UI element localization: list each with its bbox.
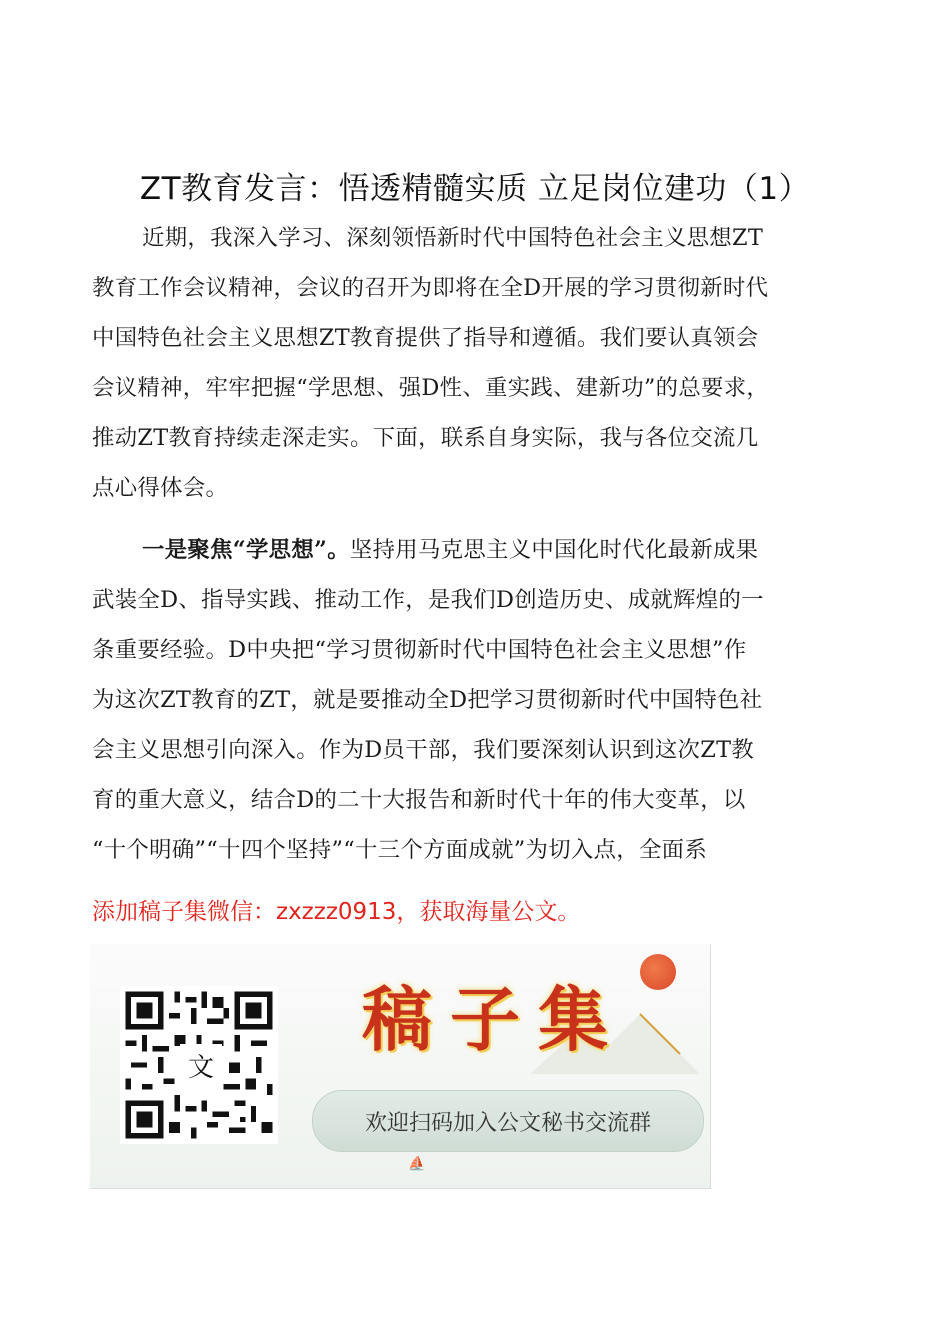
section-heading: 一是聚焦“学思想”。 — [142, 537, 350, 563]
paragraph-1 — [92, 213, 862, 513]
paragraph-line: 教育工作会议精神，会议的召开为即将在全D开展的学习贯彻新时代 — [92, 275, 769, 301]
paragraph-line: 会主义思想引向深入。作为D员干部，我们要深刻认识到这次ZT教 — [92, 737, 754, 763]
paragraph-line-rest: 坚持用马克思主义中国化时代化最新成果 — [349, 537, 759, 563]
sun-icon — [640, 954, 676, 990]
paragraph-line: 会议精神，牢牢把握“学思想、强D性、重实践、建新功”的总要求， — [92, 375, 770, 401]
paragraph-line: 条重要经验。D中央把“学习贯彻新时代中国特色社会主义思想”作 — [92, 637, 747, 663]
paragraph-line: 为这次ZT教育的ZT，就是要推动全D把学习贯彻新时代中国特色社 — [92, 687, 763, 713]
brand-logo: 稿子集 — [362, 978, 626, 1061]
paragraph-2 — [92, 525, 862, 875]
page-title: ZT教育发言：悟透精髓实质 立足岗位建功（1） — [139, 171, 811, 207]
paragraph-line: 武装全D、指导实践、推动工作，是我们D创造历史、成就辉煌的一 — [92, 587, 764, 613]
paragraph-line: 推动ZT教育持续走深走实。下面，联系自身实际，我与各位交流几 — [92, 425, 759, 451]
paragraph-line: 中国特色社会主义思想ZT教育提供了指导和遵循。我们要认真领会 — [92, 325, 759, 351]
ad-banner[interactable] — [90, 944, 711, 1189]
boat-icon: ⛵ — [408, 1156, 426, 1172]
ad-text: 添加稿子集微信：zxzzz0913，获取海量公文。 — [92, 899, 581, 925]
paragraph-line: 点心得体会。 — [92, 475, 229, 501]
paragraph-line: 育的重大意义，结合D的二十大报告和新时代十年的伟大变革，以 — [92, 787, 746, 813]
join-group-button[interactable]: 欢迎扫码加入公文秘书交流群 — [312, 1090, 704, 1152]
paragraph-line: 近期，我深入学习、深刻领悟新时代中国特色社会主义思想ZT — [142, 225, 764, 251]
paragraph-first-line — [92, 525, 862, 575]
qr-logo-icon: 文 — [180, 1044, 222, 1086]
paragraph-line: “十个明确”“十四个坚持”“十三个方面成就”为切入点，全面系 — [92, 837, 708, 863]
